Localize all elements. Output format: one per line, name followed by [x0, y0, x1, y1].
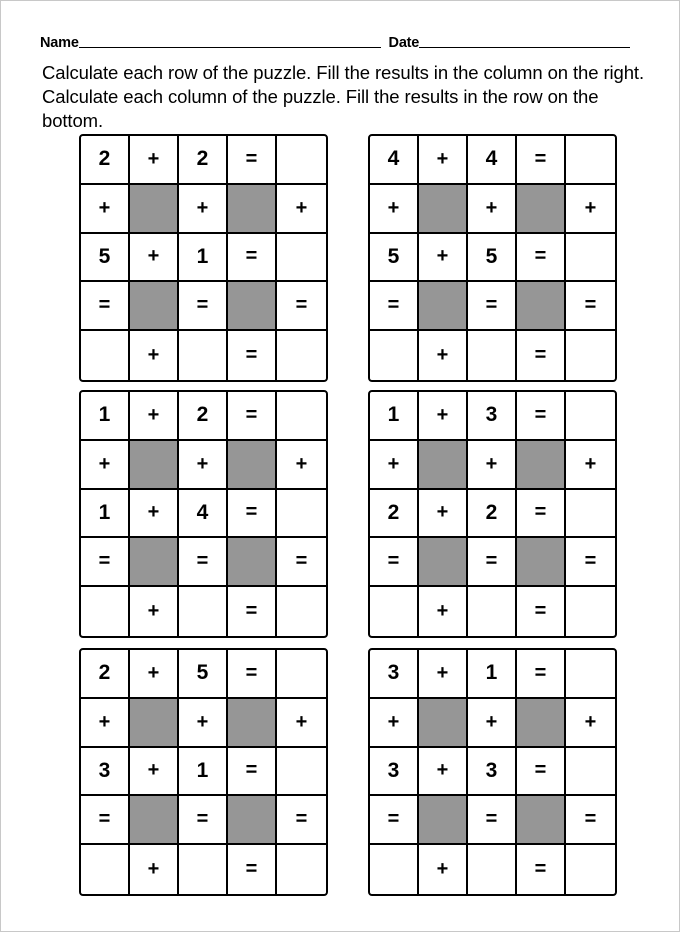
equals-sign: = — [468, 282, 517, 331]
equals-sign: = — [517, 234, 566, 283]
equals-sign: = — [81, 796, 130, 845]
number-cell: 5 — [179, 650, 228, 699]
equals-sign: = — [228, 845, 277, 894]
equals-sign: = — [468, 538, 517, 587]
plus-sign: + — [419, 587, 468, 636]
answer-row2-sum[interactable] — [277, 748, 326, 797]
equals-sign: = — [277, 282, 326, 331]
shaded-cell — [130, 699, 179, 748]
equals-sign: = — [468, 796, 517, 845]
equals-sign: = — [81, 282, 130, 331]
number-cell: 2 — [370, 490, 419, 539]
plus-sign: + — [419, 136, 468, 185]
equals-sign: = — [228, 650, 277, 699]
answer-total-sum[interactable] — [277, 845, 326, 894]
shaded-cell — [228, 185, 277, 234]
plus-sign: + — [130, 748, 179, 797]
answer-col1-sum[interactable] — [81, 331, 130, 380]
name-label: Name — [40, 35, 79, 51]
answer-col1-sum[interactable] — [370, 587, 419, 636]
number-cell: 3 — [468, 748, 517, 797]
number-cell: 1 — [179, 234, 228, 283]
plus-sign: + — [130, 845, 179, 894]
answer-col2-sum[interactable] — [468, 587, 517, 636]
equals-sign: = — [228, 490, 277, 539]
equals-sign: = — [228, 136, 277, 185]
answer-col2-sum[interactable] — [179, 845, 228, 894]
plus-sign: + — [277, 441, 326, 490]
plus-sign: + — [130, 490, 179, 539]
shaded-cell — [130, 538, 179, 587]
plus-sign: + — [419, 845, 468, 894]
equals-sign: = — [179, 796, 228, 845]
equals-sign: = — [228, 331, 277, 380]
answer-col1-sum[interactable] — [81, 587, 130, 636]
equals-sign: = — [566, 282, 615, 331]
plus-sign: + — [179, 441, 228, 490]
number-cell: 1 — [81, 392, 130, 441]
shaded-cell — [419, 441, 468, 490]
number-cell: 5 — [81, 234, 130, 283]
equals-sign: = — [517, 392, 566, 441]
answer-row2-sum[interactable] — [566, 234, 615, 283]
plus-sign: + — [179, 185, 228, 234]
answer-col2-sum[interactable] — [179, 587, 228, 636]
plus-sign: + — [566, 185, 615, 234]
puzzle-grid-1 — [79, 134, 328, 382]
plus-sign: + — [419, 392, 468, 441]
shaded-cell — [130, 441, 179, 490]
plus-sign: + — [566, 441, 615, 490]
number-cell: 3 — [468, 392, 517, 441]
number-cell: 4 — [370, 136, 419, 185]
answer-row1-sum[interactable] — [277, 392, 326, 441]
answer-row1-sum[interactable] — [566, 392, 615, 441]
instructions: Calculate each row of the puzzle. Fill the results in the column on the right. Calculate each column of the puzzle. Fill the results in the row on the bottom. — [42, 62, 644, 131]
number-cell: 4 — [179, 490, 228, 539]
answer-col1-sum[interactable] — [370, 845, 419, 894]
plus-sign: + — [179, 699, 228, 748]
shaded-cell — [228, 282, 277, 331]
date-label: Date — [388, 35, 420, 51]
puzzle-grid-3 — [79, 390, 328, 638]
shaded-cell — [517, 538, 566, 587]
number-cell: 2 — [81, 650, 130, 699]
plus-sign: + — [468, 185, 517, 234]
equals-sign: = — [228, 587, 277, 636]
answer-row2-sum[interactable] — [566, 748, 615, 797]
equals-sign: = — [517, 650, 566, 699]
equals-sign: = — [179, 538, 228, 587]
shaded-cell — [228, 699, 277, 748]
equals-sign: = — [228, 748, 277, 797]
number-cell: 3 — [370, 748, 419, 797]
answer-row1-sum[interactable] — [277, 650, 326, 699]
answer-row1-sum[interactable] — [277, 136, 326, 185]
equals-sign: = — [81, 538, 130, 587]
shaded-cell — [228, 796, 277, 845]
number-cell: 2 — [81, 136, 130, 185]
plus-sign: + — [130, 136, 179, 185]
date-field[interactable] — [419, 33, 630, 48]
plus-sign: + — [130, 392, 179, 441]
plus-sign: + — [419, 490, 468, 539]
puzzle-grid-5 — [79, 648, 328, 896]
shaded-cell — [130, 796, 179, 845]
answer-total-sum[interactable] — [566, 587, 615, 636]
shaded-cell — [517, 185, 566, 234]
equals-sign: = — [566, 796, 615, 845]
shaded-cell — [228, 538, 277, 587]
answer-col2-sum[interactable] — [468, 845, 517, 894]
shaded-cell — [419, 796, 468, 845]
plus-sign: + — [130, 234, 179, 283]
answer-row2-sum[interactable] — [277, 234, 326, 283]
number-cell: 4 — [468, 136, 517, 185]
answer-total-sum[interactable] — [566, 845, 615, 894]
plus-sign: + — [370, 441, 419, 490]
answer-col2-sum[interactable] — [468, 331, 517, 380]
shaded-cell — [130, 282, 179, 331]
plus-sign: + — [419, 234, 468, 283]
shaded-cell — [130, 185, 179, 234]
equals-sign: = — [277, 796, 326, 845]
shaded-cell — [228, 441, 277, 490]
equals-sign: = — [277, 538, 326, 587]
plus-sign: + — [468, 699, 517, 748]
name-field[interactable] — [79, 33, 381, 48]
number-cell: 3 — [370, 650, 419, 699]
equals-sign: = — [370, 538, 419, 587]
shaded-cell — [419, 185, 468, 234]
equals-sign: = — [517, 331, 566, 380]
plus-sign: + — [81, 441, 130, 490]
name-date-header — [40, 33, 640, 51]
plus-sign: + — [130, 650, 179, 699]
equals-sign: = — [517, 845, 566, 894]
number-cell: 1 — [468, 650, 517, 699]
plus-sign: + — [81, 185, 130, 234]
answer-row2-sum[interactable] — [277, 490, 326, 539]
plus-sign: + — [370, 185, 419, 234]
answer-total-sum[interactable] — [277, 331, 326, 380]
equals-sign: = — [228, 234, 277, 283]
shaded-cell — [419, 699, 468, 748]
plus-sign: + — [130, 587, 179, 636]
number-cell: 5 — [370, 234, 419, 283]
plus-sign: + — [130, 331, 179, 380]
shaded-cell — [419, 282, 468, 331]
puzzle-grid-6 — [368, 648, 617, 896]
number-cell: 5 — [468, 234, 517, 283]
answer-col1-sum[interactable] — [81, 845, 130, 894]
plus-sign: + — [566, 699, 615, 748]
number-cell: 2 — [468, 490, 517, 539]
equals-sign: = — [370, 282, 419, 331]
answer-total-sum[interactable] — [566, 331, 615, 380]
equals-sign: = — [517, 490, 566, 539]
number-cell: 1 — [179, 748, 228, 797]
equals-sign: = — [566, 538, 615, 587]
shaded-cell — [517, 796, 566, 845]
plus-sign: + — [419, 748, 468, 797]
shaded-cell — [517, 441, 566, 490]
puzzle-grid-4 — [368, 390, 617, 638]
plus-sign: + — [277, 185, 326, 234]
number-cell: 2 — [179, 392, 228, 441]
shaded-cell — [517, 282, 566, 331]
number-cell: 3 — [81, 748, 130, 797]
answer-col1-sum[interactable] — [370, 331, 419, 380]
shaded-cell — [517, 699, 566, 748]
puzzle-grid-2 — [368, 134, 617, 382]
shaded-cell — [419, 538, 468, 587]
equals-sign: = — [179, 282, 228, 331]
equals-sign: = — [370, 796, 419, 845]
plus-sign: + — [419, 331, 468, 380]
equals-sign: = — [517, 136, 566, 185]
number-cell: 1 — [81, 490, 130, 539]
number-cell: 1 — [370, 392, 419, 441]
answer-col2-sum[interactable] — [179, 331, 228, 380]
plus-sign: + — [81, 699, 130, 748]
plus-sign: + — [277, 699, 326, 748]
equals-sign: = — [517, 748, 566, 797]
plus-sign: + — [468, 441, 517, 490]
number-cell: 2 — [179, 136, 228, 185]
equals-sign: = — [517, 587, 566, 636]
answer-total-sum[interactable] — [277, 587, 326, 636]
answer-row1-sum[interactable] — [566, 650, 615, 699]
answer-row1-sum[interactable] — [566, 136, 615, 185]
plus-sign: + — [370, 699, 419, 748]
equals-sign: = — [228, 392, 277, 441]
plus-sign: + — [419, 650, 468, 699]
answer-row2-sum[interactable] — [566, 490, 615, 539]
